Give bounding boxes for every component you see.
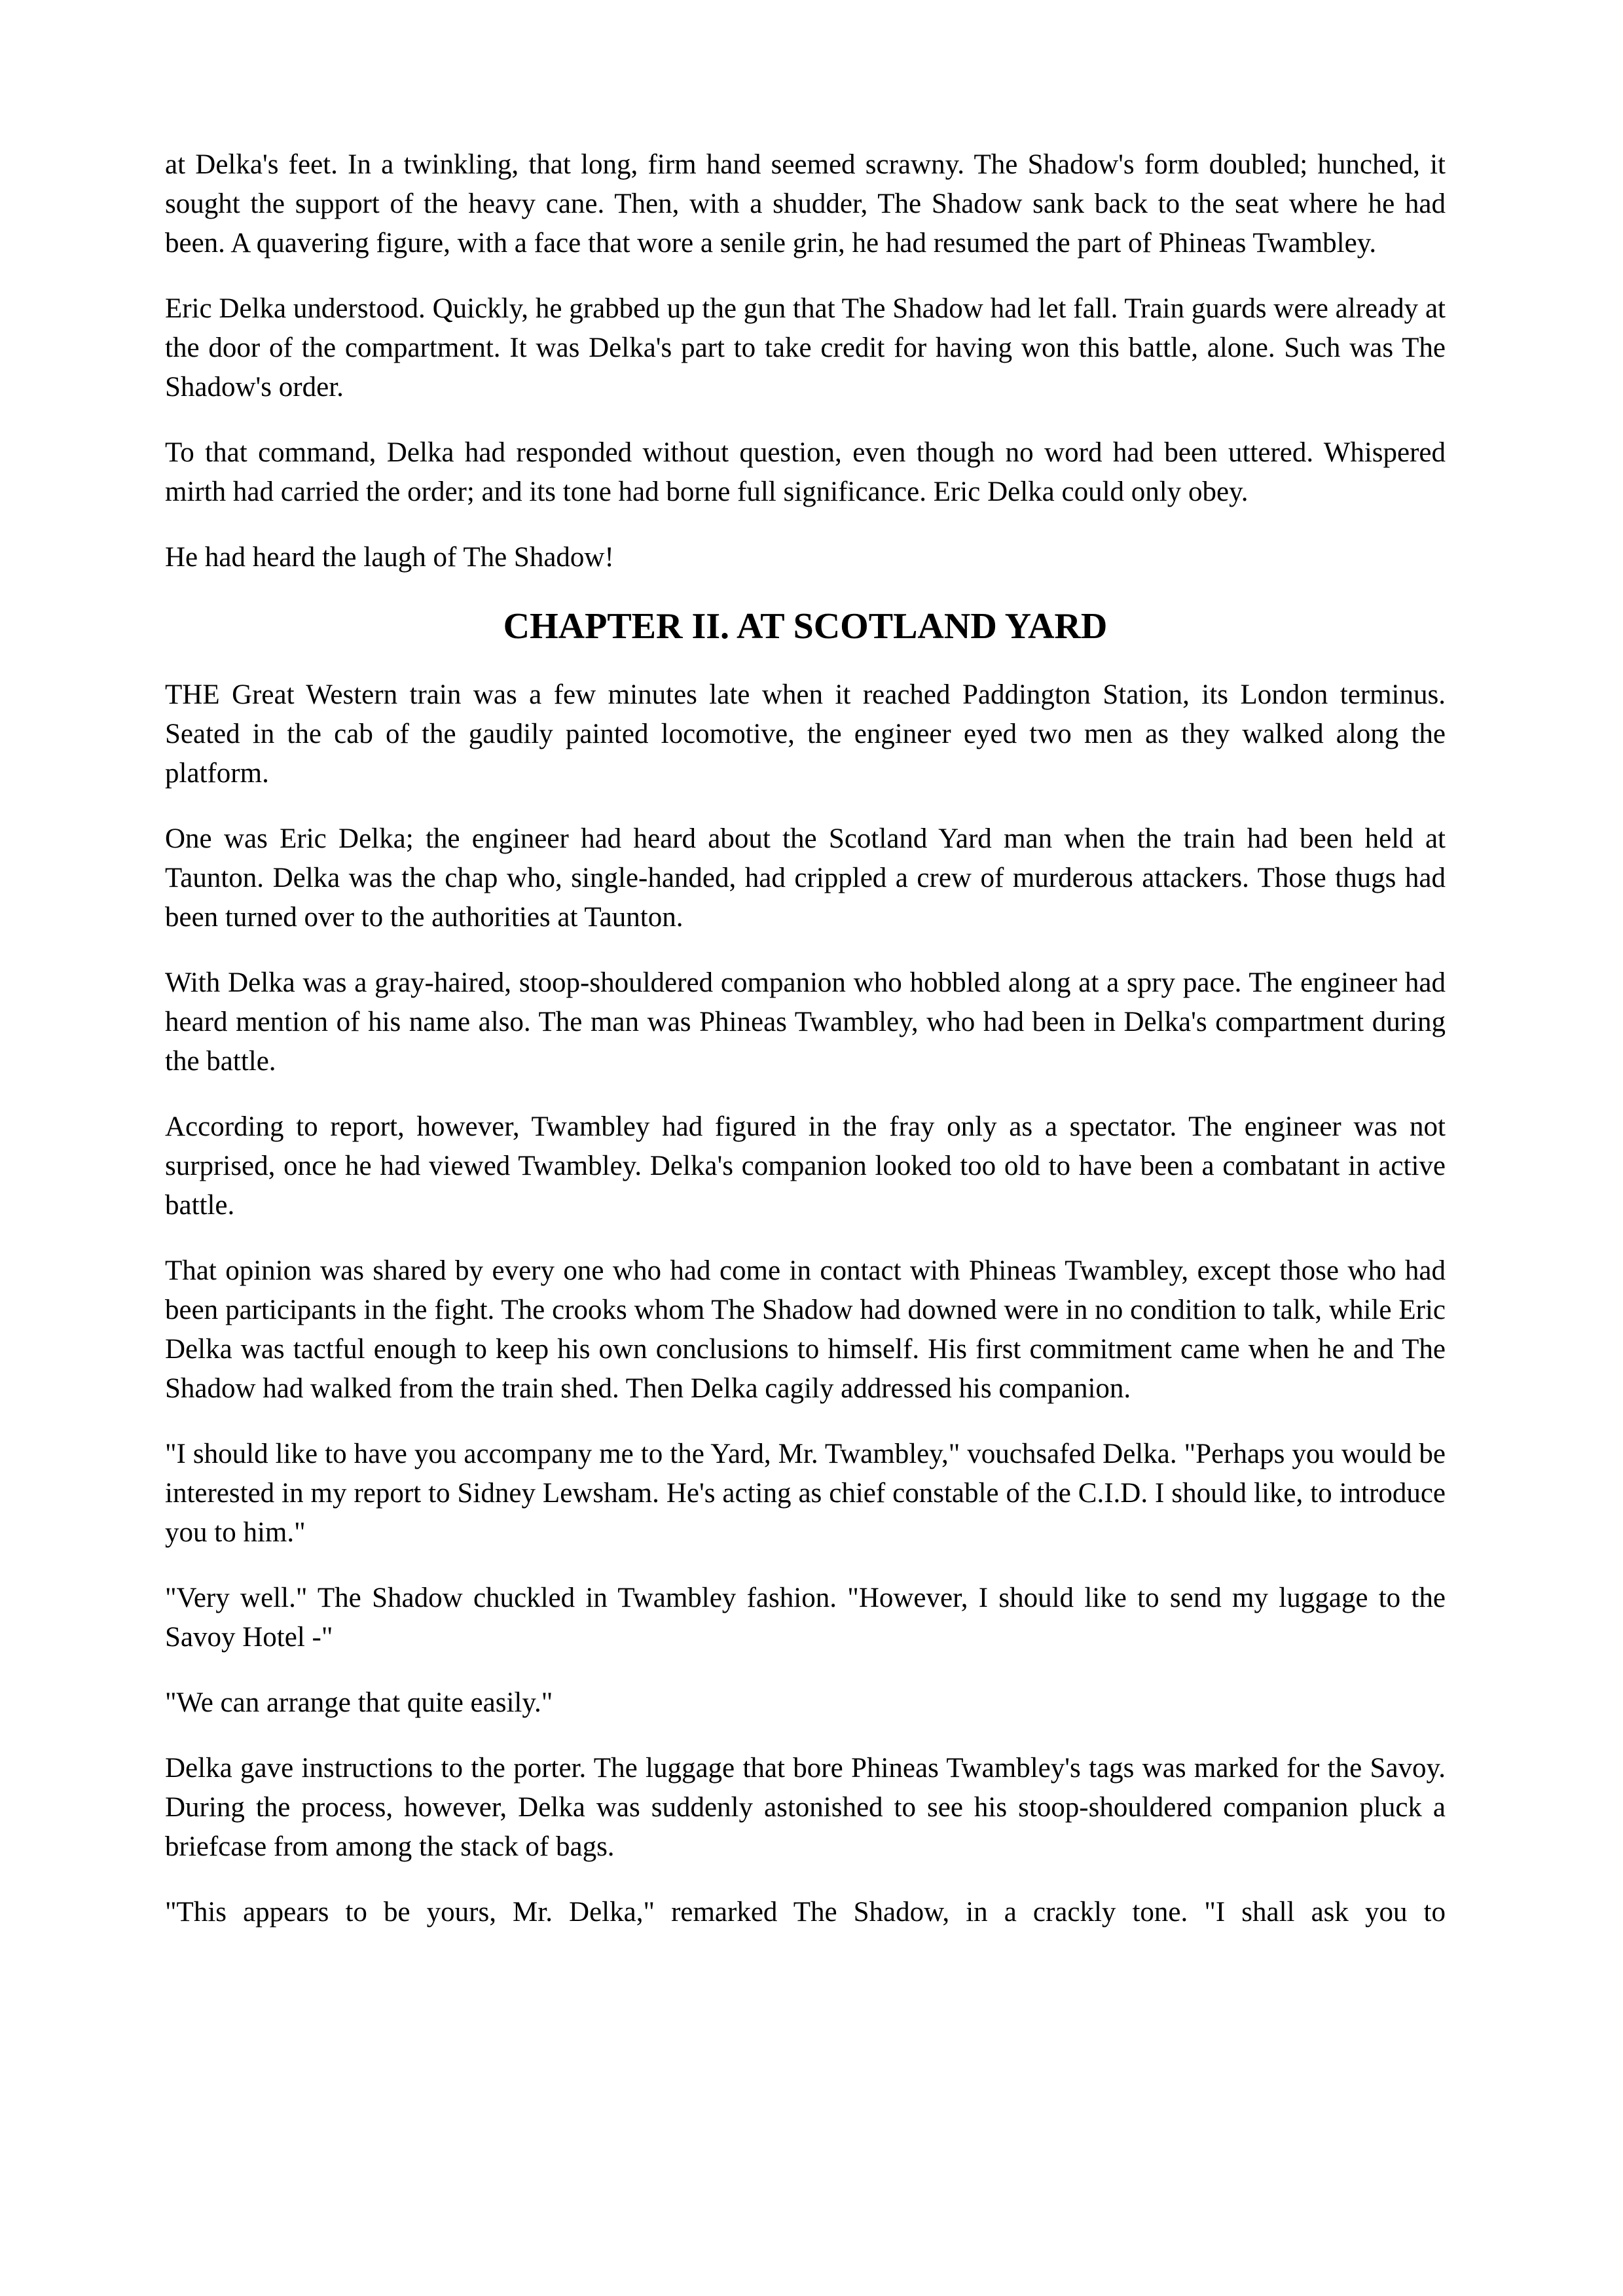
paragraph: "I should like to have you accompany me to the Yard, Mr. Twambley," vouchsafed Delka. "Perhaps you would be interested in my report to Sidney Lewsham. He's acting as chief constable of the C.I.D. I should like, to introduce you to him." bbox=[165, 1439, 1446, 1548]
paragraph: Delka gave instructions to the porter. The luggage that bore Phineas Twambley's tags was marked for the Savoy. During the process, however, Delka was suddenly astonished to see his stoop-shouldered companion pluck a briefcase from among the stack of bags. bbox=[165, 1753, 1446, 1862]
paragraph: THE Great Western train was a few minutes late when it reached Paddington Station, its London terminus. Seated in the cab of the gaudily painted locomotive, the engineer eyed two men as they walked along the platform. bbox=[165, 679, 1446, 789]
paragraph: One was Eric Delka; the engineer had heard about the Scotland Yard man when the train had been held at Taunton. Delka was the chap who, single-handed, had crippled a crew of murderous attackers. Those thugs had been turned over to the authorities at Taunton. bbox=[165, 823, 1446, 933]
paragraph: With Delka was a gray-haired, stoop-shouldered companion who hobbled along at a spry pace. The engineer had heard mention of his name also. The man was Phineas Twambley, who had been in Delka's compartment during the battle. bbox=[165, 967, 1446, 1077]
paragraph: at Delka's feet. In a twinkling, that long, firm hand seemed scrawny. The Shadow's form doubled; hunched, it sought the support of the heavy cane. Then, with a shudder, The Shadow sank back to the seat where he had been. A quavering figure, with a face that wore a senile grin, he had resumed the part of Phineas Twambley. bbox=[165, 149, 1446, 259]
paragraph: Eric Delka understood. Quickly, he grabbed up the gun that The Shadow had let fall. Train guards were already at the door of the compartment. It was Delka's part to take credit for having won this battle, alone. Such was The Shadow's order. bbox=[165, 293, 1446, 403]
paragraph: "Very well." The Shadow chuckled in Twambley fashion. "However, I should like to send my luggage to the Savoy Hotel -" bbox=[165, 1583, 1446, 1653]
paragraph: To that command, Delka had responded without question, even though no word had been uttered. Whispered mirth had carried the order; and its tone had borne full significance. Eric Delka could only obey. bbox=[165, 437, 1446, 507]
paragraph: That opinion was shared by every one who had come in contact with Phineas Twambley, except those who had been participants in the fight. The crooks whom The Shadow had downed were in no condition to talk, while Eric Delka was tactful enough to keep his own conclusions to himself. His first commitment came when he and The Shadow had walked from the train shed. Then Delka cagily addressed his companion. bbox=[165, 1255, 1446, 1404]
paragraph: "We can arrange that quite easily." bbox=[165, 1687, 553, 1718]
document-page bbox=[165, 145, 1446, 1932]
paragraph: He had heard the laugh of The Shadow! bbox=[165, 542, 614, 573]
paragraph: According to report, however, Twambley had figured in the fray only as a spectator. The engineer was not surprised, once he had viewed Twambley. Delka's companion looked too old to have been a combatant in active battle. bbox=[165, 1111, 1446, 1221]
chapter-heading: CHAPTER II. AT SCOTLAND YARD bbox=[503, 606, 1108, 647]
paragraph-continued: "This appears to be yours, Mr. Delka," remarked The Shadow, in a crackly tone. "I shall ask you to bbox=[165, 1897, 1446, 1928]
